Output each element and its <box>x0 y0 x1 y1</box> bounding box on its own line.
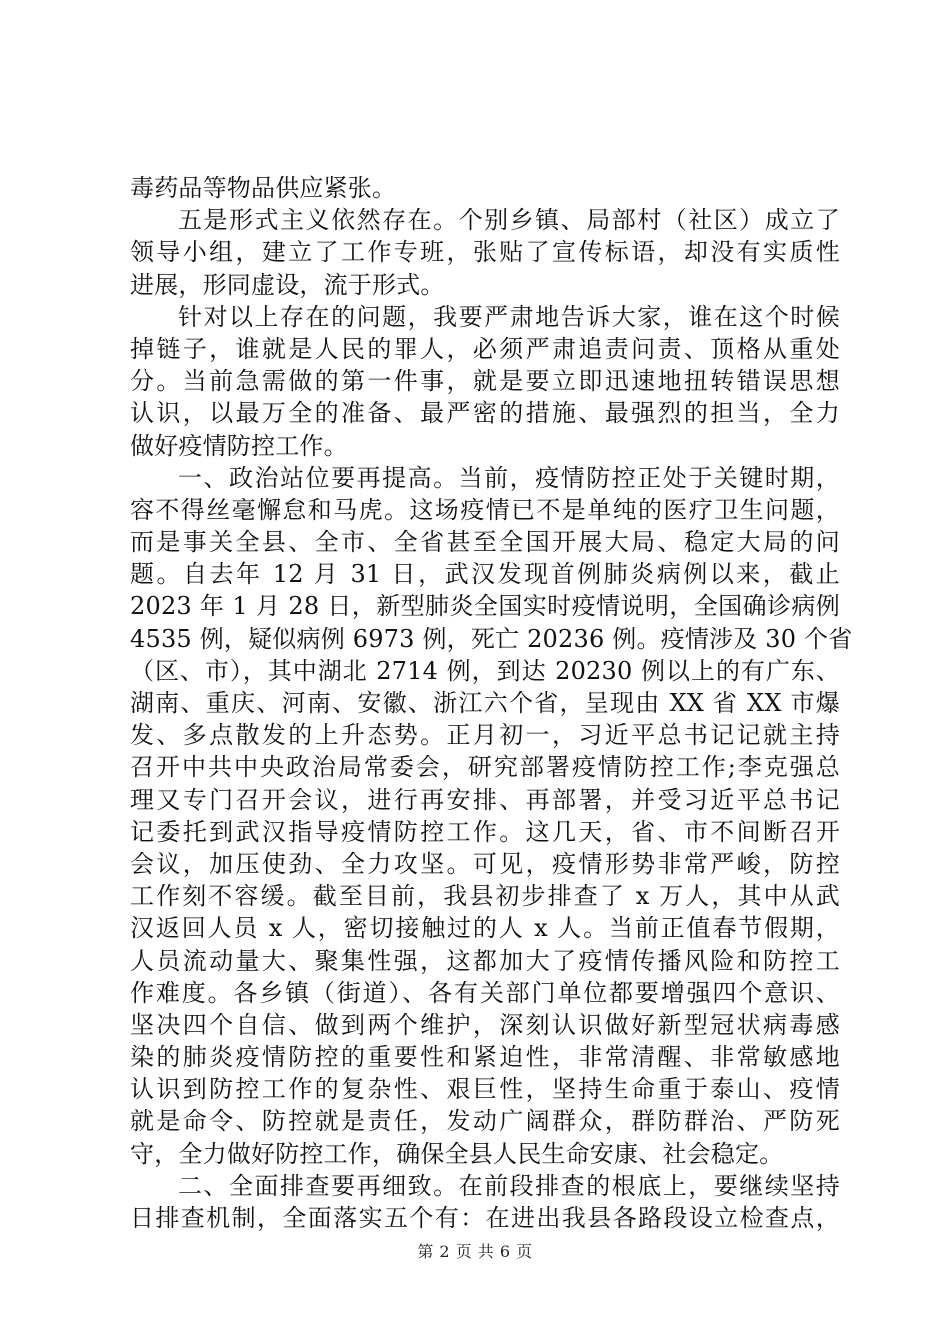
text-line: 领导小组，建立了工作专班，张贴了宣传标语，却没有实质性 <box>130 238 840 267</box>
text-line: 掉链子，谁就是人民的罪人，必须严肃追责问责、顶格从重处 <box>130 334 840 363</box>
text-line: 就是命令、防控就是责任，发动广阔群众，群防群治、严防死 <box>130 1107 840 1136</box>
text-line: 五是形式主义依然存在。个别乡镇、局部村（社区）成立了 <box>178 206 840 235</box>
text-line: 发、多点散发的上升态势。正月初一，习近平总书记记就主持 <box>130 721 840 750</box>
text-line: 做好疫情防控工作。 <box>130 431 348 460</box>
text-line: 汉返回人员 x 人，密切接触过的人 x 人。当前正值春节假期， <box>130 914 840 943</box>
text-line: 认识到防控工作的复杂性、艰巨性，坚持生命重于泰山、疫情 <box>130 1075 840 1104</box>
text-line: 工作刻不容缓。截至目前，我县初步排查了 x 万人，其中从武 <box>130 882 840 911</box>
text-line: 认识，以最万全的准备、最严密的措施、最强烈的担当，全力 <box>130 399 840 428</box>
text-line: 会议，加压使劲、全力攻坚。可见，疫情形势非常严峻，防控 <box>130 849 840 878</box>
text-line: 人员流动量大、聚集性强，这都加大了疫情传播风险和防控工 <box>130 946 840 975</box>
text-line: 而是事关全县、全市、全省甚至全国开展大局、稳定大局的问 <box>130 528 840 557</box>
text-line: 一、政治站位要再提高。当前，疫情防控正处于关键时期， <box>178 463 840 492</box>
text-line: 湖南、重庆、河南、安徽、浙江六个省，呈现由 XX 省 XX 市爆 <box>130 689 840 717</box>
text-line: 守，全力做好防控工作，确保全县人民生命安康、社会稳定。 <box>130 1139 784 1168</box>
text-line: 进展，形同虚设，流于形式。 <box>130 270 445 299</box>
text-line: 召开中共中央政治局常委会，研究部署疫情防控工作;李克强总 <box>130 753 840 782</box>
text-line: 针对以上存在的问题，我要严肃地告诉大家，谁在这个时候 <box>178 302 840 331</box>
text-line: 理又专门召开会议，进行再安排、再部署，并受习近平总书记 <box>130 785 840 814</box>
text-line: （区、市），其中湖北 2714 例，到达 20230 例以上的有广东、 <box>130 656 840 685</box>
body-text <box>130 172 853 1234</box>
text-line: 分。当前急需做的第一件事，就是要立即迅速地扭转错误思想 <box>130 367 840 396</box>
text-line: 坚决四个自信、做到两个维护，深刻认识做好新型冠状病毒感 <box>130 1010 840 1039</box>
page-number: 第 2 页 共 6 页 <box>417 1242 533 1261</box>
text-line: 记委托到武汉指导疫情防控工作。这几天，省、市不间断召开 <box>130 817 840 846</box>
text-line: 染的肺炎疫情防控的重要性和紧迫性，非常清醒、非常敏感地 <box>130 1043 840 1072</box>
text-line: 作难度。各乡镇（街道）、各有关部门单位都要增强四个意识、 <box>130 978 840 1007</box>
text-line: 二、全面排查要再细致。在前段排查的根底上，要继续坚持 <box>178 1171 840 1200</box>
text-line: 4535 例，疑似病例 6973 例，死亡 20236 例。疫情涉及 30 个省 <box>130 624 853 653</box>
text-line: 题。自去年 12 月 31 日，武汉发现首例肺炎病例以来，截止 <box>130 560 840 589</box>
text-line: 2023 年 1 月 28 日，新型肺炎全国实时疫情说明，全国确诊病例 <box>130 592 840 621</box>
text-line: 日排查机制，全面落实五个有：在进出我县各路段设立检查点， <box>130 1204 840 1232</box>
text-line: 毒药品等物品供应紧张。 <box>130 174 397 202</box>
text-line: 容不得丝毫懈怠和马虎。这场疫情已不是单纯的医疗卫生问题， <box>130 495 840 524</box>
